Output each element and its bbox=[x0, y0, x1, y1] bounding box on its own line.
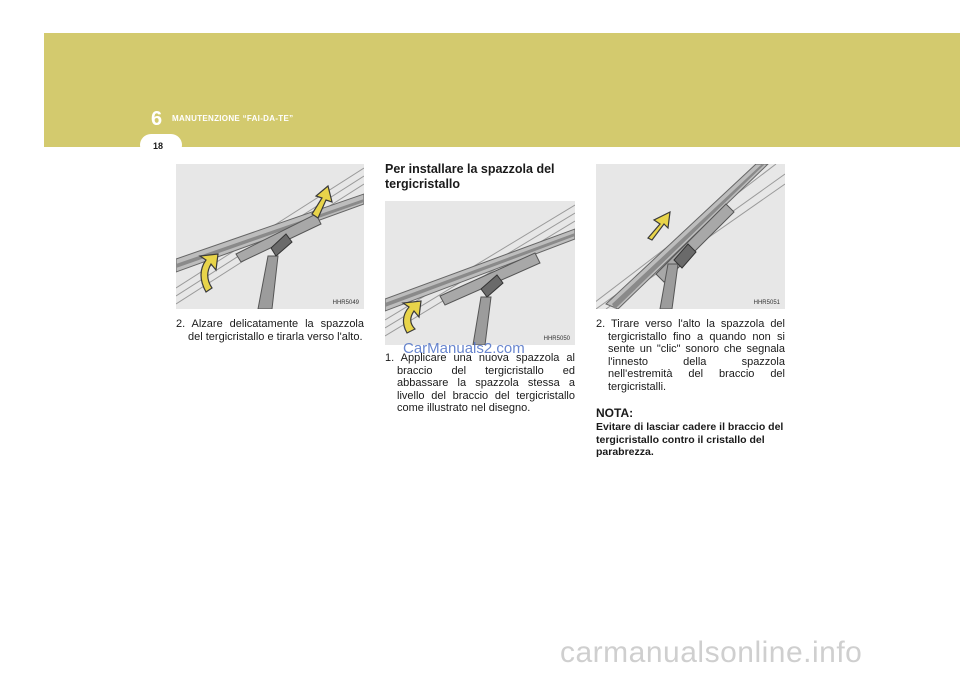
column3-text bbox=[596, 318, 785, 393]
figure-wiper-install bbox=[385, 201, 575, 345]
page-number: 18 bbox=[153, 141, 164, 151]
straight-arrow-icon bbox=[648, 212, 670, 240]
column2-text bbox=[385, 352, 575, 415]
figure-code: HHR5049 bbox=[332, 300, 359, 306]
figure-wiper-click bbox=[596, 164, 785, 309]
chapter-number: 6 bbox=[151, 108, 163, 130]
curved-arrow-icon bbox=[403, 301, 421, 333]
step-text: 1. Applicare una nuova spazzola al braccio del tergicristallo ed abbassare la spazzola stessa a livello del braccio del tergicristallo come illustrato nel disegno. bbox=[385, 352, 575, 414]
note-title: NOTA: bbox=[596, 406, 634, 420]
figure-code: HHR5051 bbox=[753, 300, 780, 306]
header-band bbox=[44, 33, 960, 147]
figure-wiper-lift bbox=[176, 164, 364, 309]
step-text: 2. Alzare delicatamente la spazzola del tergicristallo e tirarla verso l'alto. bbox=[176, 318, 364, 343]
note-body: Evitare di lasciar cadere il braccio del tergicristallo contro il cristallo del parabrezza. bbox=[596, 421, 784, 458]
section-heading: Per installare la spazzola del tergicristallo bbox=[385, 162, 555, 191]
figure-code: HHR5050 bbox=[543, 336, 570, 342]
step-text: 2. Tirare verso l'alto la spazzola del tergicristallo fino a quando non si sente un "clic" sonoro che segnala l'innesto della spazzola nell'estremità del braccio del tergicristalli. bbox=[596, 318, 785, 393]
chapter-title: MANUTENZIONE “FAI-DA-TE” bbox=[172, 114, 294, 123]
watermark-footer[interactable]: carmanualsonline.info bbox=[560, 636, 863, 669]
watermark-center: CarManuals2.com bbox=[403, 340, 525, 357]
column1-text bbox=[176, 318, 364, 343]
